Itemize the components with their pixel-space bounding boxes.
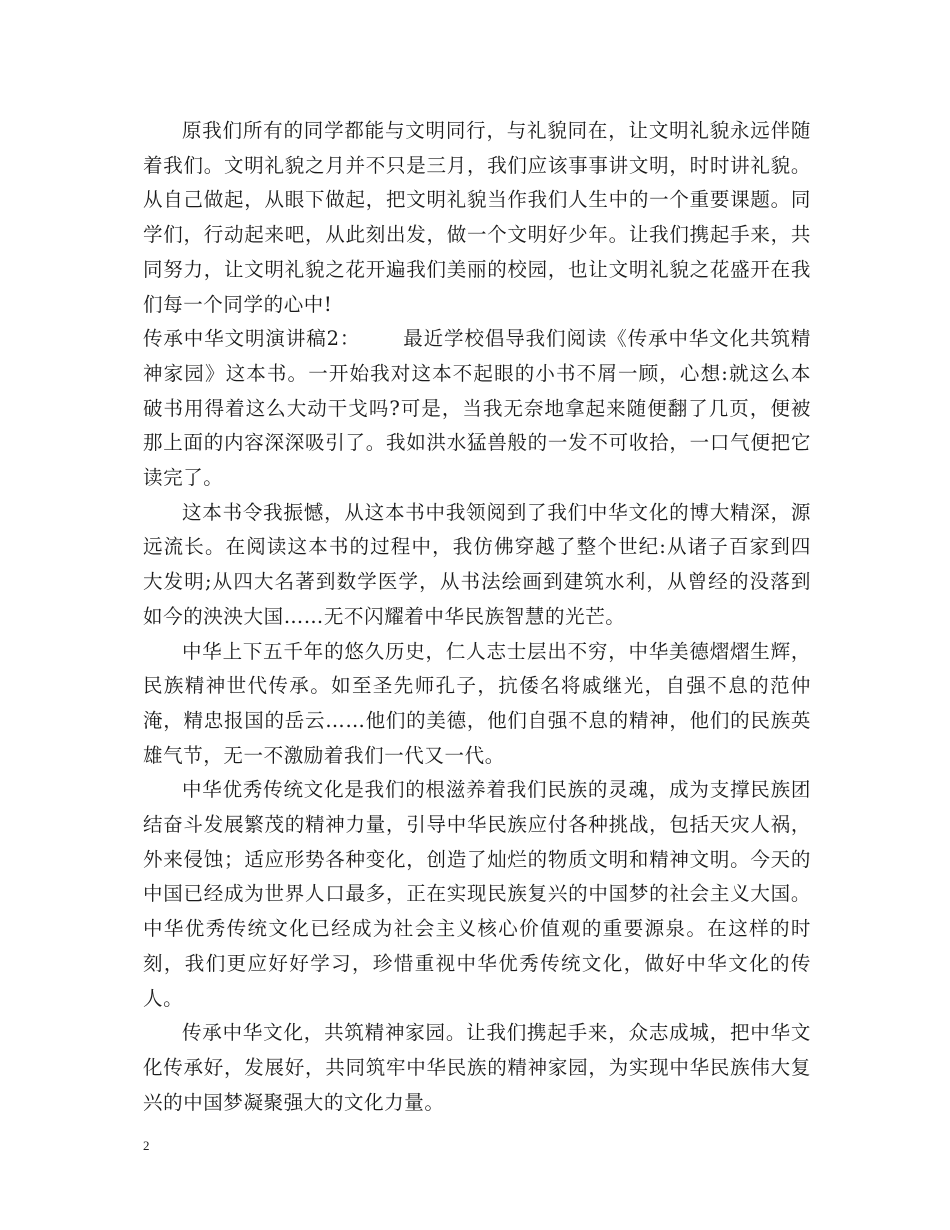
- paragraph-civility-closing: 原我们所有的同学都能与文明同行，与礼貌同在，让文明礼貌永远伴随着我们。文明礼貌之月并不只是三月，我们应该事事讲文明，时时讲礼貌。从自己做起，从眼下做起，把文明礼貌当作我们人生中的一个重要课题。同学们，行动起来吧，从此刻出发，做一个文明好少年。让我们携起手来，共同努力，让文明礼貌之花开遍我们美丽的校园，也让文明礼貌之花盛开在我们每一个同学的心中!: [143, 119, 811, 316]
- document-body: [143, 114, 811, 1120]
- paragraph-history: 中华上下五千年的悠久历史，仁人志士层出不穷，中华美德熠熠生辉，民族精神世代传承。如至圣先师孔子，抗倭名将戚继光，自强不息的范仲淹，精忠报国的岳云……他们的美德，他们自强不息的精神，他们的民族英雄气节，无一不激励着我们一代又一代。: [143, 639, 811, 767]
- speech-title: 传承中华文明演讲稿2：: [143, 327, 361, 351]
- paragraph-traditional-culture: 中华优秀传统文化是我们的根滋养着我们民族的灵魂，成为支撑民族团结奋斗发展繁茂的精神力量，引导中华民族应付各种挑战，包括天灾人祸，外来侵蚀；适应形势各种变化，创造了灿烂的物质文明和精神文明。今天的中国已经成为世界人口最多，正在实现民族复兴的中国梦的社会主义大国。中华优秀传统文化已经成为社会主义核心价值观的重要源泉。在这样的时刻，我们更应好好学习，珍惜重视中华优秀传统文化，做好中华文化的传人。: [143, 778, 811, 1010]
- speech2-opening-text: 最近学校倡导我们阅读《传承中华文化共筑精神家园》这本书。一开始我对这本不起眼的小书不屑一顾，心想:就这么本破书用得着这么大动干戈吗?可是，当我无奈地拿起来随便翻了几页，便被那上面的内容深深吸引了。我如洪水猛兽般的一发不可收拾，一口气便把它读完了。: [143, 327, 811, 490]
- paragraph-speech2-opening: [143, 322, 811, 496]
- page-number: 2: [143, 1138, 150, 1153]
- paragraph-book-impression: 这本书令我振憾，从这本书中我领阅到了我们中华文化的博大精深，源远流长。在阅读这本书的过程中，我仿佛穿越了整个世纪:从诸子百家到四大发明;从四大名著到数学医学，从书法绘画到建筑水利，从曾经的没落到如今的泱泱大国……无不闪耀着中华民族智慧的光芒。: [143, 500, 811, 628]
- paragraph-conclusion: 传承中华文化，共筑精神家园。让我们携起手来，众志成城，把中华文化传承好，发展好，共同筑牢中华民族的精神家园，为实现中华民族伟大复兴的中国梦凝聚强大的文化力量。: [143, 1021, 811, 1114]
